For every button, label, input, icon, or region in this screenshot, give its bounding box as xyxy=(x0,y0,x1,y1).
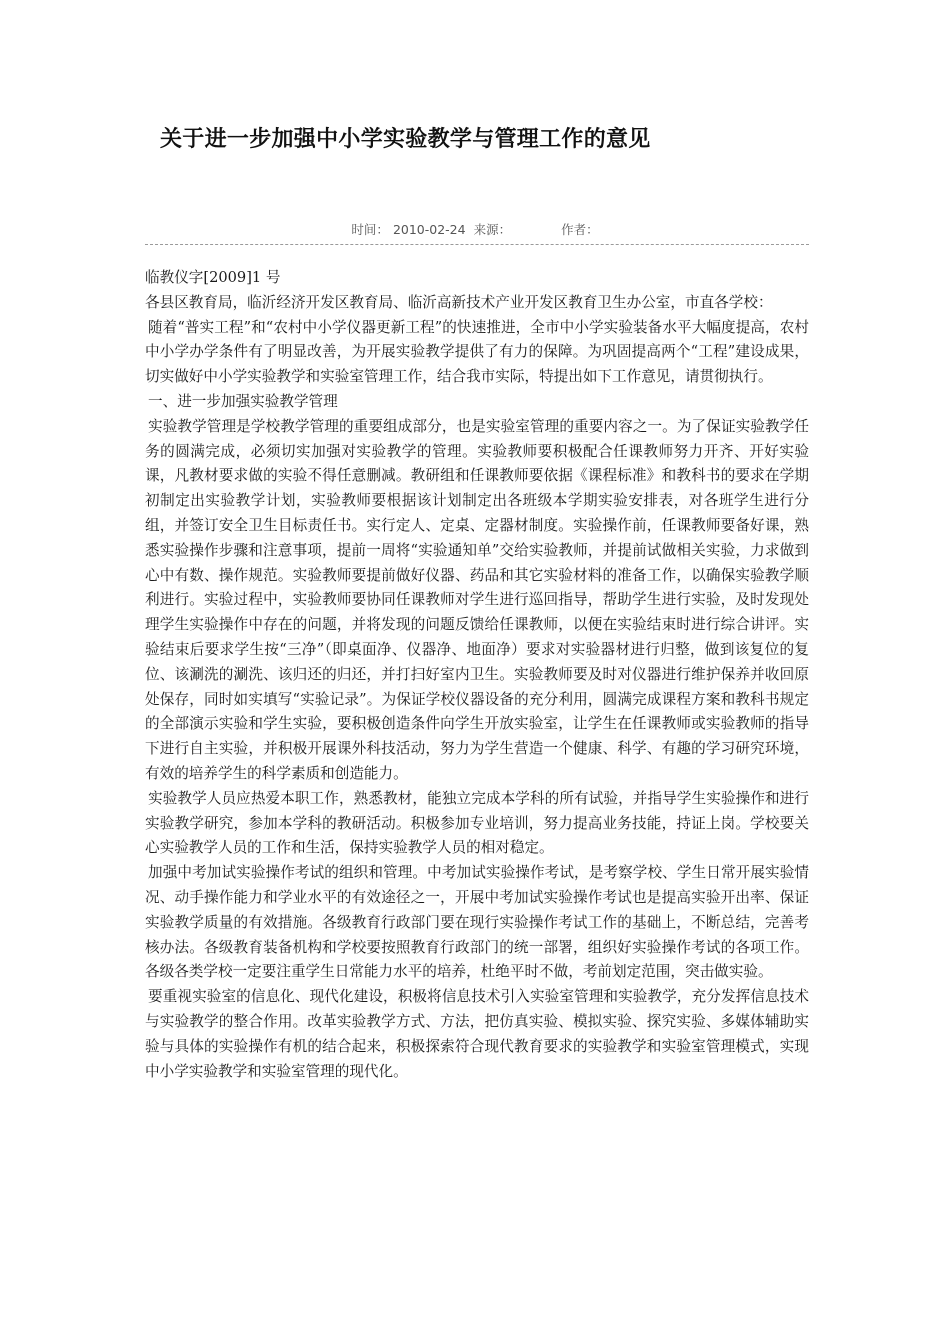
source-label: 来源： xyxy=(473,222,512,237)
addressees: 各县区教育局，临沂经济开发区教育局、临沂高新技术产业开发区教育卫生办公室，市直各学校： xyxy=(145,293,773,311)
doc-number: 临教仪字[2009]1 号 xyxy=(145,269,281,286)
author-label: 作者： xyxy=(561,222,599,237)
section-heading: 一、进一步加强实验教学管理 xyxy=(148,392,338,410)
paragraph-management: 实验教学管理是学校教学管理的重要组成部分，也是实验室管理的重要内容之一。为了保证实验教学任务的圆满完成，必须切实加强对实验教学的管理。实验教师要积极配合任课教师努力开齐、开好实验课，凡教材要求做的实验不得任意删减。教研组和任课教师要依据《课程标准》和教科书的要求在学期初制定出实验教学计划，实验教师要根据该计划制定出各班级本学期实验安排表，对各班学生进行分组，并签订安全卫生目标责任书。实行定人、定桌、定器材制度。实验操作前，任课教师要备好课，熟悉实验操作步骤和注意事项，提前一周将“实验通知单”交给实验教师，并提前试做相关实验，力求做到心中有数、操作规范。实验教师要提前做好仪器、药品和其它实验材料的准备工作，以确保实验教学顺利进行。实验过程中，实验教师要协同任课教师对学生进行巡回指导，帮助学生进行实验，及时发现处理学生实验操作中存在的问题，并将发现的问题反馈给任课教师，以便在实验结束时进行综合讲评。实验结束后要求学生按“三净”（即桌面净、仪器净、地面净）要求对实验器材进行归整，做到该复位的复位、该涮洗的涮洗、该归还的归还，并打扫好室内卫生。实验教师要及时对仪器进行维护保养并收回原处保存，同时如实填写“实验记录”。为保证学校仪器设备的充分利用，圆满完成课程方案和教科书规定的全部演示实验和学生实验，要积极创造条件向学生开放实验室，让学生在任课教师或实验教师的指导下进行自主实验，并积极开展课外科技活动，努力为学生营造一个健康、科学、有趣的学习研究环境，有效的培养学生的科学素质和创造能力。 xyxy=(145,417,809,782)
document-body xyxy=(145,266,809,1084)
dashed-divider xyxy=(145,244,809,245)
document-meta xyxy=(145,220,809,238)
paragraph-informatization: 要重视实验室的信息化、现代化建设，积极将信息技术引入实验室管理和实验教学，充分发挥信息技术与实验教学的整合作用。改革实验教学方式、方法，把仿真实验、模拟实验、探究实验、多媒体辅助实验与具体的实验操作有机的结合起来，积极探索符合现代教育要求的实验教学和实验室管理模式，实现中小学实验教学和实验室管理的现代化。 xyxy=(145,988,809,1080)
time-value: 2010-02-24 xyxy=(392,222,466,237)
paragraph-intro: 随着“普实工程”和“农村中小学仪器更新工程”的快速推进，全市中小学实验装备水平大幅度提高，农村中小学办学条件有了明显改善，为开展实验教学提供了有力的保障。为巩固提高两个“工程”建设成果，切实做好中小学实验教学和实验室管理工作，结合我市实际，特提出如下工作意见，请贯彻执行。 xyxy=(145,318,809,386)
paragraph-exam: 加强中考加试实验操作考试的组织和管理。中考加试实验操作考试，是考察学校、学生日常开展实验情况、动手操作能力和学业水平的有效途径之一，开展中考加试实验操作考试也是提高实验开出率、保证实验教学质量的有效措施。各级教育行政部门要在现行实验操作考试工作的基础上，不断总结，完善考核办法。各级教育装备机构和学校要按照教育行政部门的统一部署，组织好实验操作考试的各项工作。各级各类学校一定要注重学生日常能力水平的培养，杜绝平时不做，考前划定范围，突击做实验。 xyxy=(145,864,809,981)
paragraph-staff: 实验教学人员应热爱本职工作，熟悉教材，能独立完成本学科的所有试验，并指导学生实验操作和进行实验教学研究，参加本学科的教研活动。积极参加专业培训，努力提高业务技能，持证上岗。学校要关心实验教学人员的工作和生活，保持实验教学人员的相对稳定。 xyxy=(145,789,809,857)
document-title: 关于进一步加强中小学实验教学与管理工作的意见 xyxy=(160,127,651,152)
time-label: 时间： xyxy=(351,222,389,237)
